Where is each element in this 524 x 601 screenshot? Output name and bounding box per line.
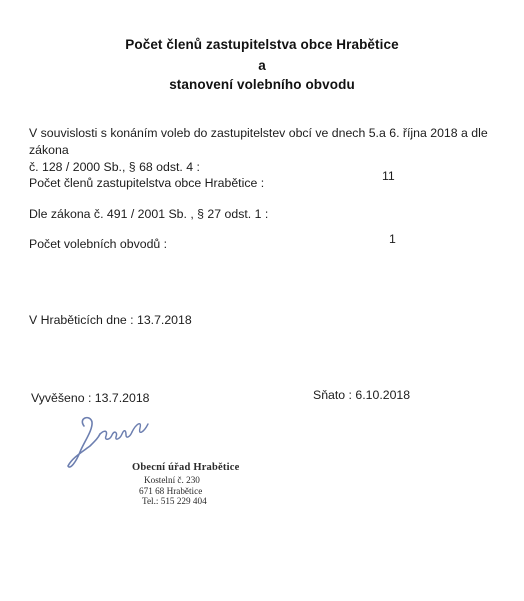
posted-date: Vyvěšeno : 13.7.2018 <box>31 391 150 405</box>
stamp-title: Obecní úřad Hrabětice <box>132 462 240 473</box>
stamp-phone: Tel.: 515 229 404 <box>142 496 207 506</box>
stamp-address: Kostelní č. 230 <box>144 475 200 485</box>
place-date: V Hraběticích dne : 13.7.2018 <box>29 313 192 327</box>
document-subtitle: stanovení volebního obvodu <box>169 77 355 92</box>
intro-line-2: č. 128 / 2000 Sb., § 68 odst. 4 : <box>29 160 200 174</box>
districts-label: Počet volebních obvodů : <box>29 237 168 251</box>
intro-line-1: V souvislosti s konáním voleb do zastupitelstev obcí ve dnech 5.a 6. října 2018 a dle zákona <box>29 126 488 157</box>
members-value: 11 <box>382 169 395 183</box>
office-stamp <box>125 462 239 507</box>
intro-paragraph <box>29 125 509 176</box>
title-conjunction: a <box>258 58 266 73</box>
removed-date: Sňato : 6.10.2018 <box>313 388 411 402</box>
districts-value: 1 <box>389 232 396 246</box>
members-label: Počet členů zastupitelstva obce Hrabětice : <box>29 176 265 190</box>
document-title: Počet členů zastupitelstva obce Hrabětice <box>125 37 399 52</box>
stamp-postcode: 671 68 Hrabětice <box>139 485 203 496</box>
law-reference: Dle zákona č. 491 / 2001 Sb. , § 27 odst. 1 : <box>29 207 269 221</box>
